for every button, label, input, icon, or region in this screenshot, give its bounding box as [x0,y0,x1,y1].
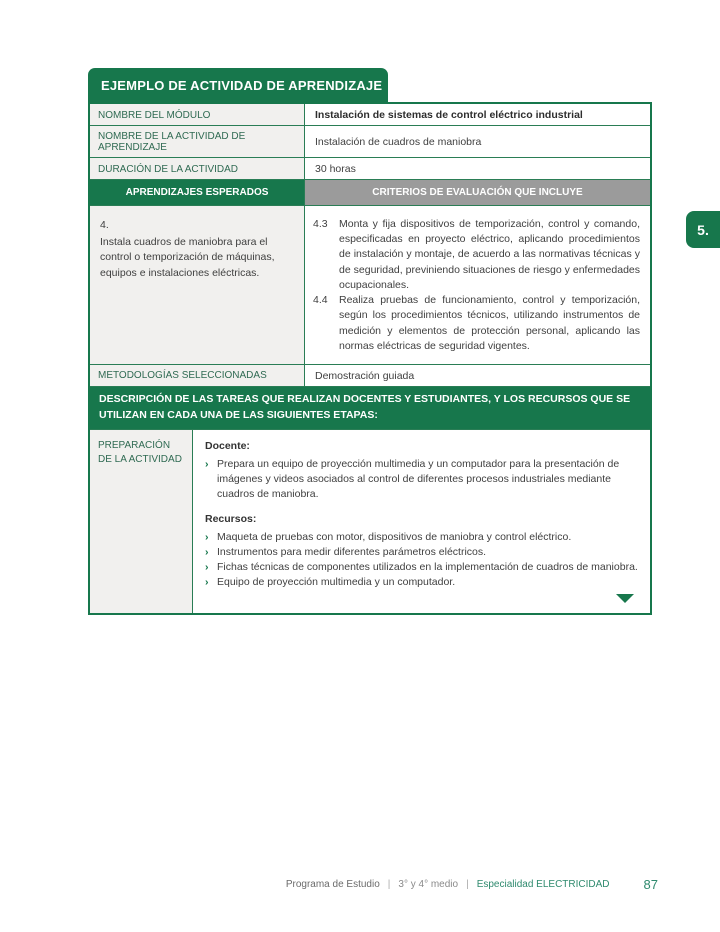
recursos-list [205,530,638,591]
table-row-module-name [90,104,650,126]
aprendizaje-esperado-cell [90,206,305,364]
list-item-text: Fichas técnicas de componentes utilizados en la implementación de cuadros de maniobra. [217,561,638,573]
table-row-metodologias [90,365,650,387]
descripcion-banner: DESCRIPCIÓN DE LAS TAREAS QUE REALIZAN DOCENTES Y ESTUDIANTES, Y LOS RECURSOS QUE SE UTILIZAN EN CADA UNA DE LAS SIGUIENTES ETAPAS: [90,387,650,431]
section-number-tab [686,211,720,248]
row-value: Instalación de cuadros de maniobra [315,136,482,148]
preparacion-content [193,430,650,613]
bullet-icon: › [205,545,209,558]
footer-program: Programa de Estudio [285,879,380,890]
column-header-criterios: CRITERIOS DE EVALUACIÓN QUE INCLUYE [305,180,650,205]
aprendizaje-text: Instala cuadros de maniobra para el control o temporización de máquinas, equipos e instalaciones eléctricas. [100,236,275,279]
row-value: Instalación de sistemas de control eléctrico industrial [315,109,583,121]
criterio-text: Realiza pruebas de funcionamiento, control y temporización, según los procedimientos técnicos, utilizando instrumentos de medición y elementos de protección personal, aplicando las normas eléctricas de seguridad vigentes. [339,294,640,352]
table-row-activity-name [90,126,650,158]
list-item-text: Instrumentos para medir diferentes parámetros eléctricos. [217,545,487,558]
bullet-icon: › [205,530,209,543]
row-value: 30 horas [315,163,356,175]
list-item [205,530,638,545]
bullet-icon: › [205,457,209,470]
row-label: DURACIÓN DE LA ACTIVIDAD [90,158,305,179]
list-item-text: Equipo de proyección multimedia y un computador. [217,576,456,589]
aprendizaje-number: 4. [100,219,109,231]
footer-separator: | [466,879,469,890]
list-item-text: Maqueta de pruebas con motor, dispositivos de maniobra y control eléctrico. [217,530,572,543]
criterios-cell [305,206,650,364]
criterio-number: 4.3 [313,218,328,230]
list-item-text: Prepara un equipo de proyección multimedia y un computador para la presentación de imágenes y videos asociados al control de diferentes procesos industriales mediante cuadros de maniobra. [217,457,620,501]
content-row [90,206,650,365]
footer-grade: 3° y 4° medio [398,879,459,890]
row-label: NOMBRE DE LA ACTIVIDAD DE APRENDIZAJE [90,126,305,157]
list-item [205,560,638,575]
page-number: 87 [643,877,658,892]
list-item [205,545,638,560]
column-header-aprendizajes: APRENDIZAJES ESPERADOS [90,180,305,205]
page-footer [88,877,658,892]
continuation-arrow-icon [616,594,634,603]
list-item [205,575,638,590]
footer-separator: | [387,879,391,890]
row-value: Demostración guiada [315,369,415,382]
activity-title-tab [88,68,388,102]
bullet-icon: › [205,576,209,589]
continuation-arrow-wrap [205,592,638,607]
criterio-text: Monta y fija dispositivos de temporización, control y comando, especificadas en proyecto eléctrico, aplicando procedimientos de instalación y montaje, de acuerdo a las normativas técnicas y de seguridad, previniendo situaciones de riesgo y enfermedades ocupacionales. [339,218,640,291]
table-row-duration [90,158,650,180]
recursos-heading: Recursos: [205,513,257,526]
list-item [205,457,638,503]
criterio-item [313,217,640,293]
preparacion-row [90,430,650,613]
docente-list [205,457,638,503]
row-label: NOMBRE DEL MÓDULO [90,104,305,125]
activity-title: EJEMPLO DE ACTIVIDAD DE APRENDIZAJE [101,77,383,93]
row-label: METODOLOGÍAS SELECCIONADAS [90,365,305,386]
footer-specialty: Especialidad ELECTRICIDAD [476,879,610,890]
section-number: 5. [697,221,709,238]
docente-heading: Docente: [205,440,250,453]
column-header-row [90,180,650,206]
bullet-icon: › [205,561,209,573]
criterio-item [313,293,640,354]
preparacion-label: PREPARACIÓN DE LA ACTIVIDAD [90,430,193,613]
criterio-number: 4.4 [313,294,328,307]
activity-table [88,102,652,615]
